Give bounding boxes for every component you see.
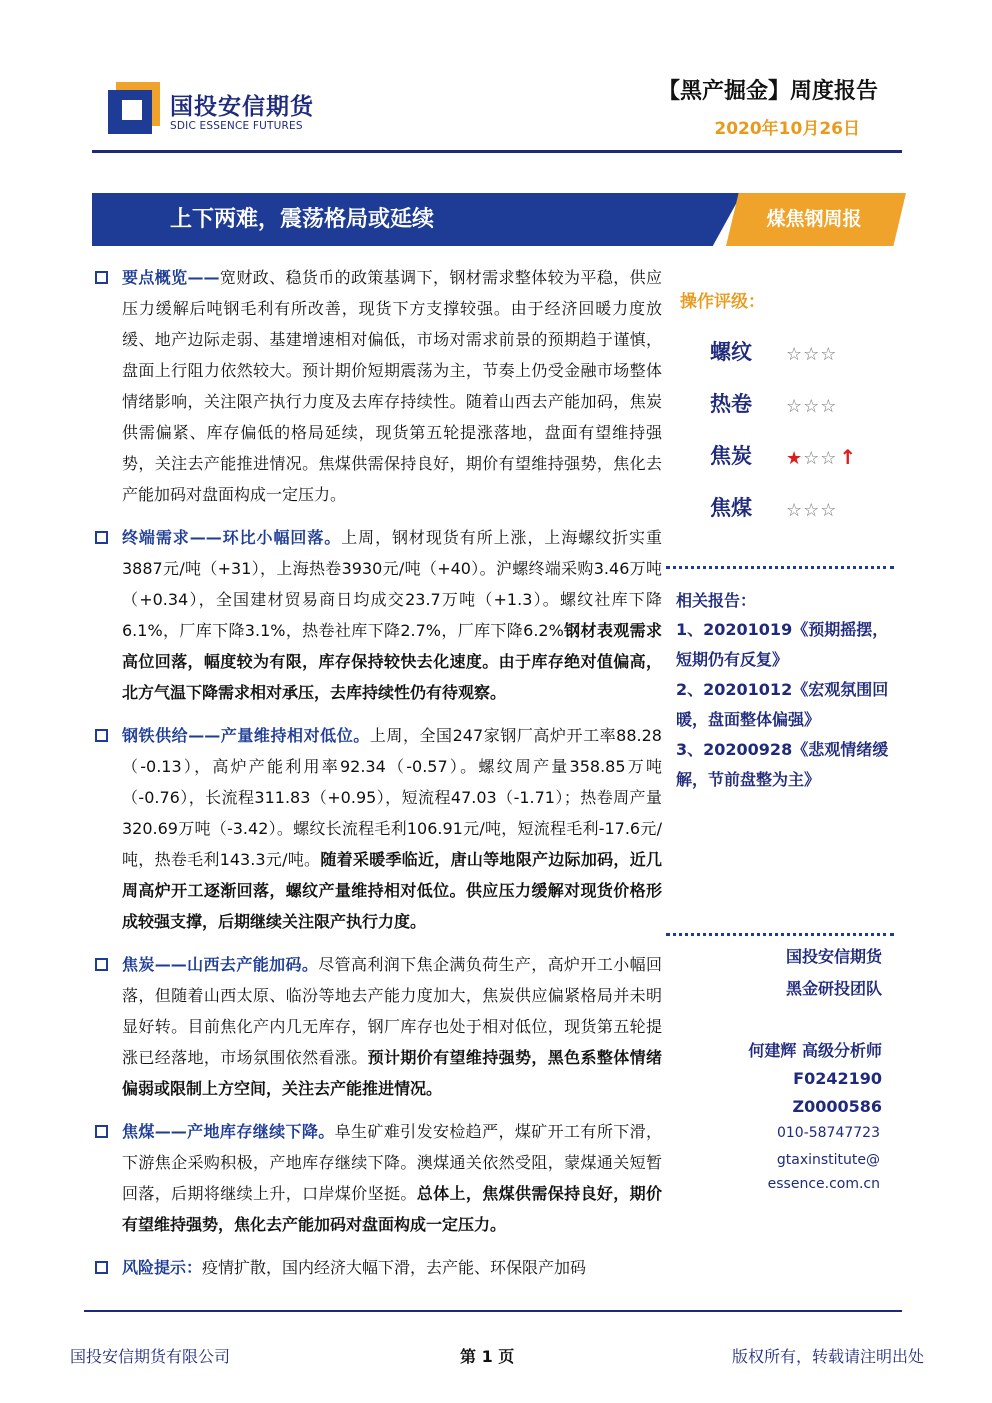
section-text: 尽管高利润下焦企满负荷生产，高炉开工小幅回落，但随着山西太原、临汾等地去产能力度加大，焦炭供应偏紧格局并未明显好转。目前焦化产内几无库存，钢厂库存也处于相对低位，现货第五轮提涨已经落地，市场氛围依然看涨。	[122, 955, 662, 1067]
header-divider	[92, 150, 902, 153]
checkbox-bullet-icon	[95, 958, 108, 971]
checkbox-bullet-icon	[95, 271, 108, 284]
sidebar-divider	[666, 933, 894, 936]
section-supply	[92, 720, 662, 937]
section-conclusion: 预计期价有望维持强势，黑色系整体情绪偏弱或限制上方空间，关注去产能推进情况。	[122, 1048, 662, 1098]
logo-mark-icon	[108, 82, 160, 134]
section-text: 阜生矿难引发安检趋严，煤矿开工有所下滑，下游焦企采购积极，产地库存继续下降。澳煤通关依然受阻，蒙煤通关短暂回落，后期将继续上升，口岸煤价坚挺。	[122, 1122, 662, 1203]
analyst-name: 何建辉 高级分析师	[748, 1041, 882, 1060]
section-conclusion: 钢材表观需求高位回落，幅度较为有限，库存保持较快去化速度。由于库存绝对值偏高，北方气温下降需求相对承压，去库持续性仍有待观察。	[122, 621, 662, 702]
section-conclusion: 随着采暖季临近，唐山等地限产边际加码，近几周高炉开工逐渐回落，螺纹产量维持相对低位。供应压力缓解对现货价格形成较强支撑，后期继续关注限产执行力度。	[122, 850, 662, 931]
section-conclusion: 总体上，焦煤供需保持良好，期价有望维持强势，焦化去产能加码对盘面构成一定压力。	[122, 1184, 662, 1234]
checkbox-bullet-icon	[95, 1261, 108, 1274]
report-type: 【黑产掘金】周度报告	[657, 79, 878, 104]
rating-stars-icon: ☆☆☆	[786, 396, 838, 417]
section-text: 上周，全国247家钢厂高炉开工率88.28（-0.13），高炉产能利用率92.34（-0.57）。螺纹周产量358.85万吨（-0.76），长流程311.83（+0.95），短流程47.03（-1.71）；热卷周产量320.69万吨（-3.42）。螺纹长流程毛利106.91元/吨，短流程毛利-17.6元/吨，热卷毛利143.3元/吨。	[122, 726, 662, 869]
footer-copyright: 版权所有，转载请注明出处	[731, 1347, 924, 1366]
section-text: 疫情扩散，国内经济大幅下滑，去产能、环保限产加码	[202, 1258, 587, 1277]
related-report-link[interactable]: 3、20200928《悲观情绪缓解，节前盘整为主》	[676, 740, 889, 789]
analyst-cert-f: F0242190	[793, 1069, 882, 1088]
section-heading: 焦煤——产地库存继续下降。	[122, 1122, 335, 1141]
section-text: 上周，钢材现货有所上涨，上海螺纹折实重3887元/吨（+31），上海热卷3930元/吨（+40）。沪螺终端采购3.46万吨（+0.34），全国建材贸易商日均成交23.7万吨（+1.3）。螺纹社库下降6.1%，厂库下降3.1%，热卷社库下降2.7%，厂库下降6.2%	[122, 528, 662, 640]
related-report-link[interactable]: 1、20201019《预期摇摆，短期仍有反复》	[676, 620, 889, 669]
rating-row-rebar	[710, 336, 900, 376]
main-content	[92, 262, 662, 1295]
analyst-cert-z: Z0000586	[792, 1097, 882, 1116]
analyst-phone: 010-58747723	[776, 1125, 880, 1141]
logo-text-en: SDIC ESSENCE FUTURES	[170, 120, 303, 132]
report-date: 2020年10月26日	[714, 119, 860, 139]
team-name: 黑金研投团队	[785, 979, 882, 998]
footer-divider	[84, 1310, 902, 1312]
footer-company: 国投安信期货有限公司	[70, 1347, 231, 1366]
rating-stars-icon: ☆☆☆	[786, 344, 838, 365]
rating-title: 操作评级：	[680, 292, 765, 312]
logo-text-cn: 国投安信期货	[170, 94, 314, 120]
section-demand	[92, 522, 662, 708]
related-reports-title: 相关报告：	[676, 591, 757, 610]
section-heading: 终端需求——环比小幅回落。	[122, 528, 342, 547]
related-report-link[interactable]: 2、20201012《宏观氛围回暖，盘面整体偏强》	[676, 680, 889, 729]
section-risk	[92, 1252, 662, 1283]
report-category: 煤焦钢周报	[766, 208, 862, 230]
section-text: 宽财政、稳货币的政策基调下，钢材需求整体较为平稳，供应压力缓解后吨钢毛利有所改善，现货下方支撑较强。由于经济回暖力度放缓、地产边际走弱、基建增速相对偏低，市场对需求前景的预期趋于谨慎，盘面上行阻力依然较大。预计期价短期震荡为主，节奏上仍受金融市场整体情绪影响，关注限产执行力度及去库存持续性。随着山西去产能加码，焦炭供需偏紧、库存偏低的格局延续，现货第五轮提涨落地，盘面有望维持强势，关注去产能推进情况。焦煤供需保持良好，期价有望维持强势，焦化去产能加码对盘面构成一定压力。	[122, 268, 662, 504]
team-company: 国投安信期货	[785, 947, 882, 966]
analyst-email-domain[interactable]: essence.com.cn	[767, 1176, 880, 1192]
section-overview	[92, 262, 662, 510]
section-coking-coal	[92, 1116, 662, 1240]
rating-row-coke	[710, 440, 900, 480]
rating-name: 焦炭	[710, 444, 752, 468]
page-number: 第 1 页	[460, 1347, 515, 1366]
analyst-email[interactable]: gtaxinstitute@	[776, 1152, 880, 1168]
section-heading: 焦炭——山西去产能加码。	[122, 955, 319, 974]
sidebar-divider	[666, 566, 894, 569]
company-logo	[108, 82, 338, 138]
rating-row-hot-coil	[710, 388, 900, 428]
rating-stars-icon: ★☆☆ ↑	[786, 445, 858, 469]
section-heading: 钢铁供给——产量维持相对低位。	[122, 726, 370, 745]
section-heading: 要点概览——	[122, 268, 220, 287]
section-coke	[92, 949, 662, 1104]
rating-name: 热卷	[710, 392, 752, 416]
checkbox-bullet-icon	[95, 1125, 108, 1138]
report-title: 上下两难，震荡格局或延续	[169, 207, 434, 232]
rating-name: 焦煤	[710, 496, 752, 520]
arrow-up-icon: ↑	[839, 445, 858, 469]
section-heading: 风险提示：	[122, 1258, 203, 1277]
rating-row-coking-coal	[710, 492, 900, 532]
checkbox-bullet-icon	[95, 729, 108, 742]
checkbox-bullet-icon	[95, 531, 108, 544]
rating-name: 螺纹	[710, 340, 752, 364]
rating-stars-icon: ☆☆☆	[786, 500, 838, 521]
